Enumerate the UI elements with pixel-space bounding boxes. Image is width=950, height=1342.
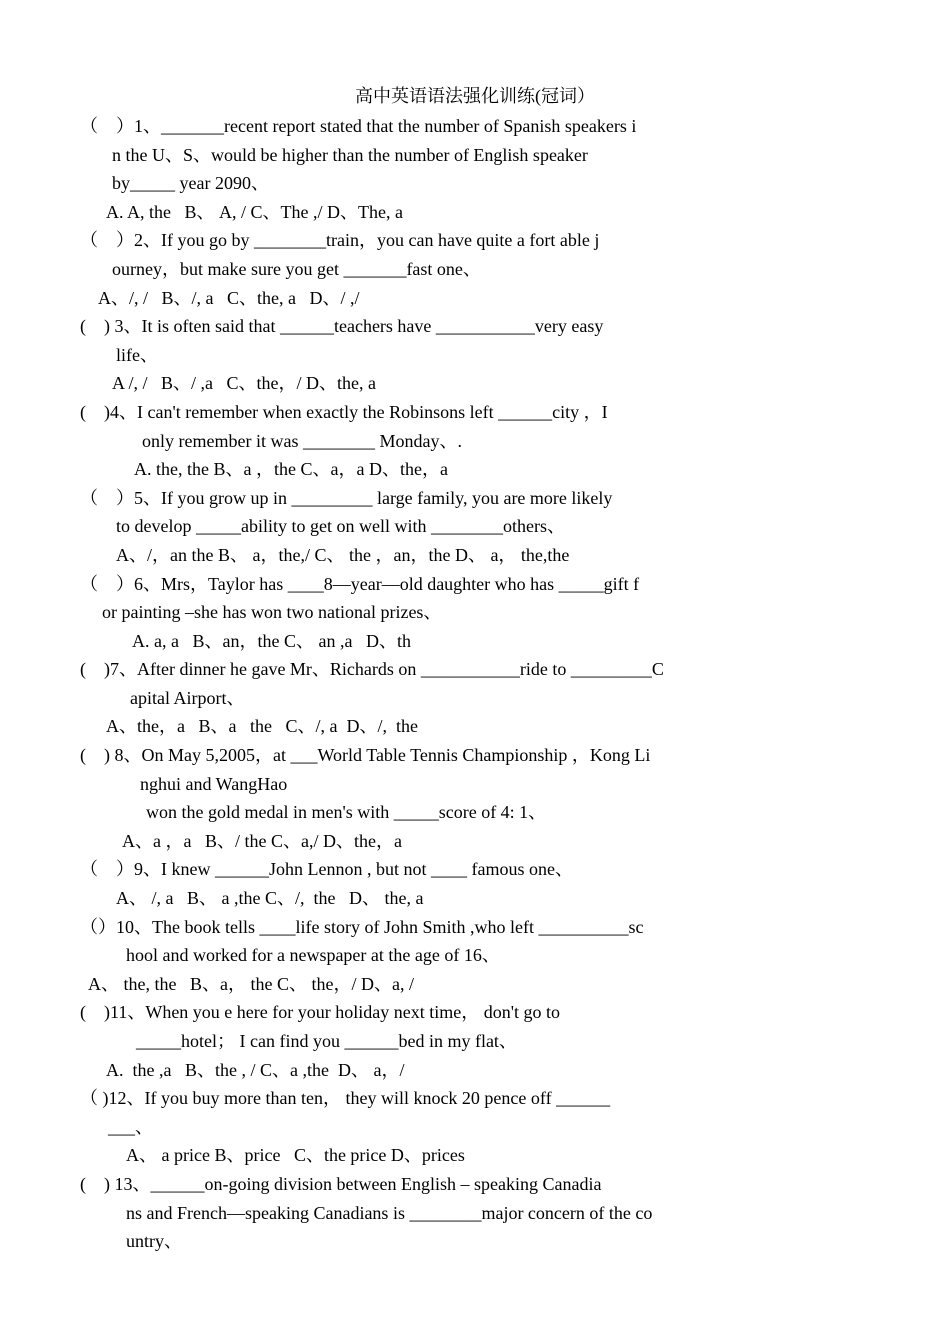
question-text-line: If you grow up in _________ large family, you are more likely	[161, 487, 613, 508]
page-title: 高中英语语法强化训练(冠词）	[355, 86, 595, 106]
question-number: ( )7、	[80, 659, 137, 680]
question-text-line: nghui and WangHao	[140, 773, 288, 794]
answer-options: A、/, / B、/, a C、the, a D、/ ,/	[98, 287, 360, 308]
question-3	[80, 312, 872, 398]
question-2	[80, 226, 872, 312]
answer-options: A、the，a B、a the C、/, a D、/, the	[106, 716, 418, 737]
question-text-line: n the U、S、would be higher than the number of English speaker	[112, 144, 588, 165]
question-7	[80, 655, 872, 741]
question-text-line: ___、	[108, 1116, 153, 1137]
question-number: ( ) 13、	[80, 1173, 151, 1194]
question-text-line: or painting –she has won two national prizes、	[102, 602, 442, 623]
question-1	[80, 112, 872, 226]
question-number: （ ）1、	[80, 116, 161, 136]
answer-options: A. a, a B、an，the C、 an ,a D、th	[132, 630, 411, 651]
question-text-line: When you e here for your holiday next time， don't go to	[145, 1002, 560, 1023]
question-text-line: On May 5,2005，at ___World Table Tennis Championship ，Kong Li	[141, 745, 651, 766]
question-text-line: won the gold medal in men's with _____score of 4: 1、	[146, 802, 547, 823]
question-text-line: ______on-going division between English – speaking Canadia	[150, 1173, 602, 1194]
answer-options: A. the, the B、a ，the C、a，a D、the，a	[134, 459, 448, 480]
question-10	[80, 913, 872, 999]
question-text-line: Mrs，Taylor has ____8—year—old daughter who has _____gift f	[161, 573, 640, 594]
question-number: ( )4、	[80, 401, 137, 422]
question-number: （ ）9、	[80, 859, 161, 880]
question-number: ( ) 8、	[80, 745, 142, 766]
question-text-line: I can't remember when exactly the Robinsons left ______city ，I	[137, 401, 608, 422]
question-text-line: The book tells ____life story of John Smith ,who left __________sc	[152, 916, 644, 937]
question-text-line: It is often said that ______teachers have ___________very easy	[141, 316, 604, 337]
question-text-line: only remember it was ________ Monday、.	[142, 430, 462, 451]
question-text-line: _______recent report stated that the number of Spanish speakers i	[161, 116, 637, 136]
question-number: ( )11、	[80, 1002, 146, 1023]
question-text-line: untry、	[126, 1231, 182, 1252]
answer-options: A、 a price B、price C、the price D、prices	[126, 1145, 465, 1166]
question-text-line: After dinner he gave Mr、Richards on ___________ride to _________C	[137, 659, 664, 680]
question-text-line: _____hotel； I can find you ______bed in my flat、	[136, 1031, 517, 1051]
question-number: （ ）5、	[80, 487, 161, 508]
answer-options: A、 /, a B、 a ,the C、/, the D、 the, a	[116, 888, 424, 909]
question-6	[80, 570, 872, 656]
question-text-line: to develop _____ability to get on well with ________others、	[116, 516, 565, 537]
question-9	[80, 855, 872, 912]
question-4	[80, 398, 872, 484]
question-text-line: apital Airport、	[130, 687, 245, 708]
question-text-line: life、	[116, 344, 158, 365]
question-13	[80, 1170, 872, 1256]
question-number: （ )12、	[80, 1088, 145, 1109]
question-number: ( ) 3、	[80, 316, 142, 337]
question-list	[80, 112, 872, 1256]
question-text-line: I knew ______John Lennon , but not ____ famous one、	[161, 859, 573, 880]
question-text-line: If you buy more than ten， they will knock 20 pence off ______	[144, 1088, 611, 1109]
question-text-line: hool and worked for a newspaper at the age of 16、	[126, 945, 500, 966]
question-number: （ ）2、	[80, 230, 161, 251]
answer-options: A、/，an the B、 a，the,/ C、 the ，an，the D、 a， the,the	[116, 544, 570, 565]
answer-options: A. A, the B、 A, / C、The ,/ D、The, a	[106, 201, 403, 222]
question-12	[80, 1084, 872, 1170]
question-text-line: ourney，but make sure you get _______fast one、	[112, 258, 481, 279]
question-number: （ ）6、	[80, 573, 161, 594]
question-text-line: If you go by ________train，you can have quite a fort able j	[161, 230, 600, 251]
question-11	[80, 998, 872, 1084]
question-text-line: ns and French—speaking Canadians is ________major concern of the co	[126, 1202, 653, 1223]
question-text-line: by_____ year 2090、	[112, 173, 269, 194]
question-number: （）10、	[80, 916, 152, 937]
question-5	[80, 484, 872, 570]
answer-options: A. the ,a B、the , / C、a ,the D、 a，/	[106, 1059, 405, 1080]
answer-options: A、 the, the B、a， the C、 the，/ D、a, /	[88, 973, 414, 994]
question-8	[80, 741, 872, 855]
answer-options: A /, / B、/ ,a C、the，/ D、the, a	[112, 373, 376, 394]
answer-options: A、a ，a B、/ the C、a,/ D、the，a	[122, 830, 402, 851]
